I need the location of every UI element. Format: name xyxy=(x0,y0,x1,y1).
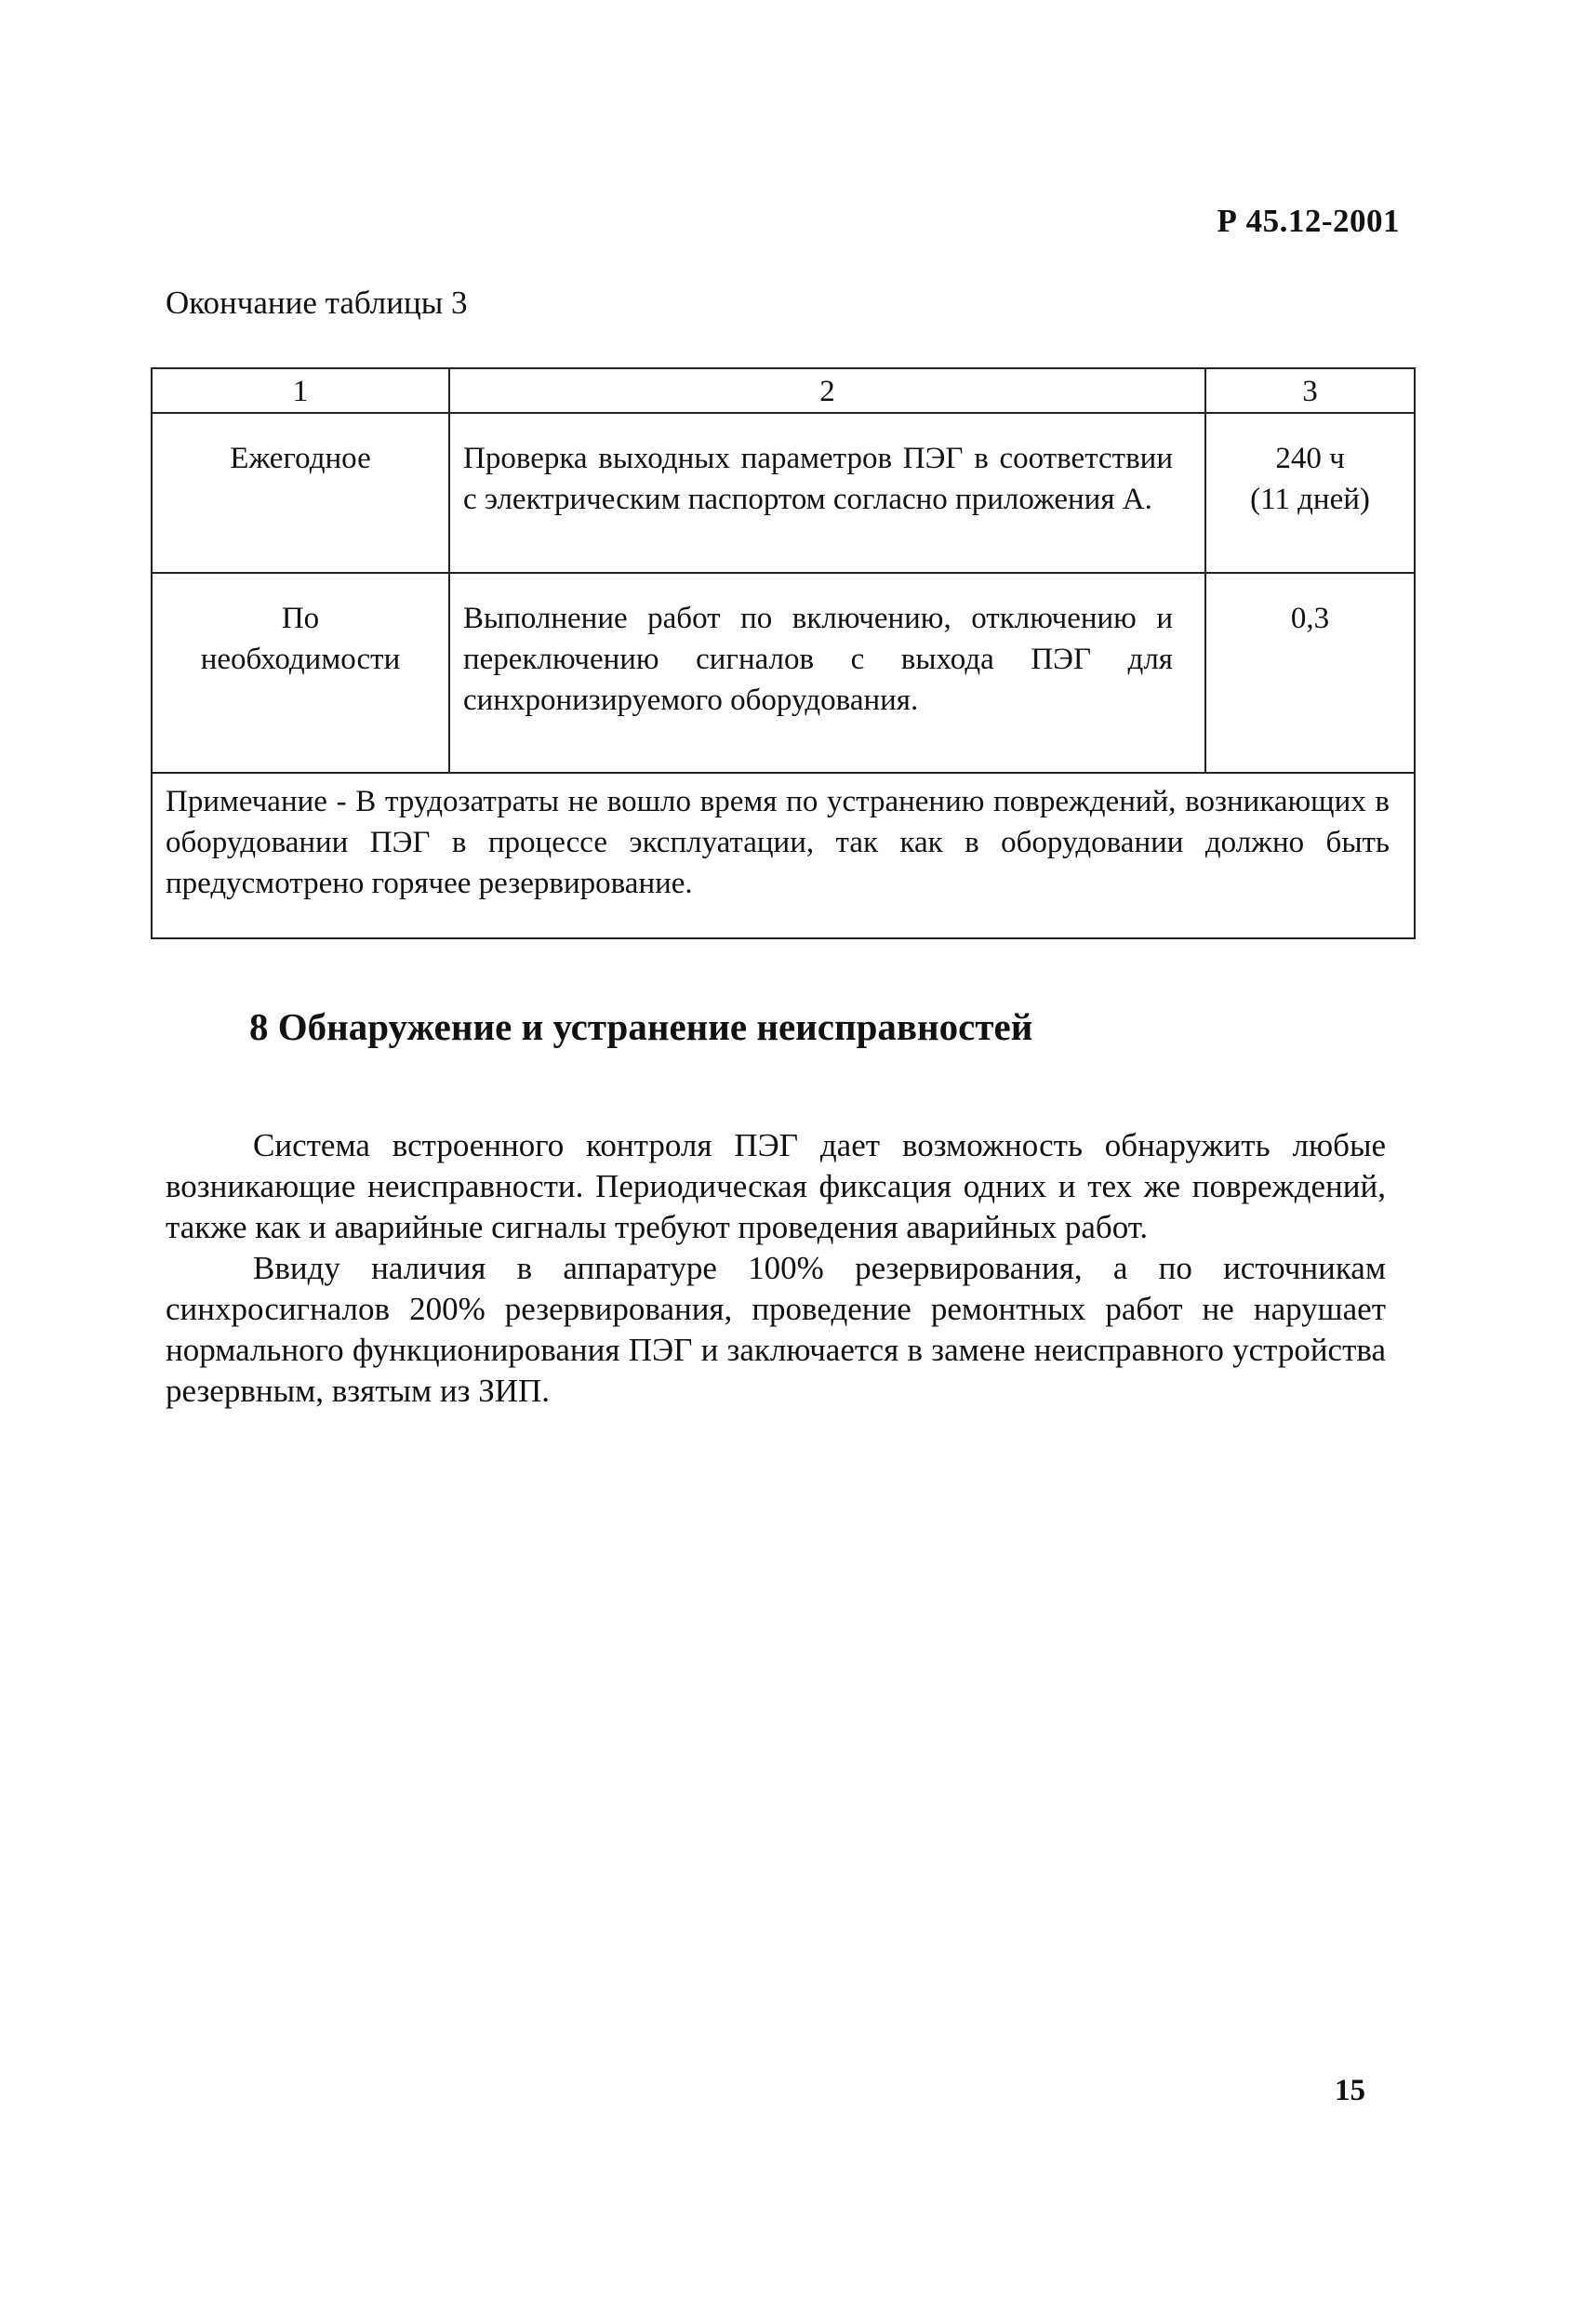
document-code: Р 45.12-2001 xyxy=(1217,203,1400,239)
labor-norm-days: (11 дней) xyxy=(1250,483,1370,516)
period-cell: Ежегодное xyxy=(152,413,449,573)
column-number-1: 1 xyxy=(152,368,449,413)
paragraph: Ввиду наличия в аппаратуре 100% резервирования, а по источникам синхросигналов 200% резервирования, проведение ремонтных работ не нарушает нормального функционирования ПЭГ и заключается в замене неисправного устройства резервным, взятым из ЗИП. xyxy=(166,1250,1386,1409)
page-number: 15 xyxy=(1335,2074,1365,2107)
table-note-row xyxy=(152,773,1415,938)
column-number-2: 2 xyxy=(449,368,1205,413)
section-body xyxy=(166,1125,1386,1412)
maintenance-table xyxy=(151,367,1414,939)
labor-norm-cell: 0,3 xyxy=(1205,573,1415,773)
table-note: Примечание - В трудозатраты не вошло время по устранению повреждений, возникающих в оборудовании ПЭГ в процессе эксплуатации, так как в оборудовании должно быть предусмотрено горячее резервирование. xyxy=(152,773,1415,938)
period-line: необходимости xyxy=(200,643,401,676)
work-description-cell: Проверка выходных параметров ПЭГ в соответствии с электрическим паспортом согласно приложения А. xyxy=(449,413,1205,573)
section-heading: 8 Обнаружение и устранение неисправностей xyxy=(249,1005,1033,1048)
period-line: По xyxy=(281,602,320,635)
paragraph: Система встроенного контроля ПЭГ дает возможность обнаружить любые возникающие неисправности. Периодическая фиксация одних и тех же повреждений, также как и аварийные сигналы требуют проведения аварийных работ. xyxy=(166,1127,1386,1245)
table-row xyxy=(152,413,1415,573)
table-caption: Окончание таблицы 3 xyxy=(166,285,468,321)
work-description-cell: Выполнение работ по включению, отключению и переключению сигналов с выхода ПЭГ для синхронизируемого оборудования. xyxy=(449,573,1205,773)
period-cell xyxy=(152,573,449,773)
table-header-row xyxy=(152,368,1415,413)
maintenance-table-grid xyxy=(151,367,1416,939)
labor-norm-cell xyxy=(1205,413,1415,573)
column-number-3: 3 xyxy=(1205,368,1415,413)
labor-norm-value: 240 ч xyxy=(1275,442,1345,475)
table-row xyxy=(152,573,1415,773)
